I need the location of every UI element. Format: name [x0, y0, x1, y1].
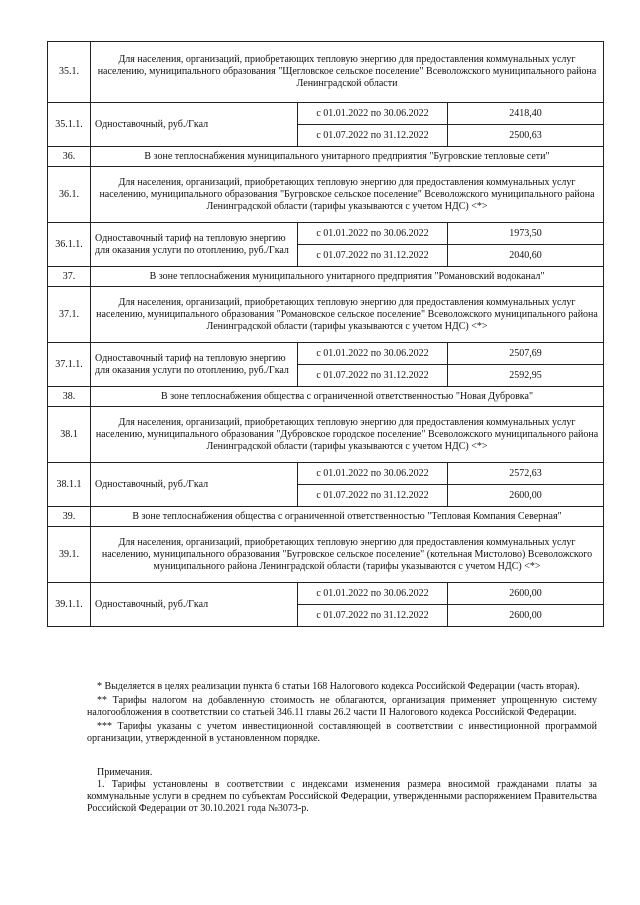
tariff-period: с 01.07.2022 по 31.12.2022: [298, 485, 448, 507]
tariff-period: с 01.07.2022 по 31.12.2022: [298, 365, 448, 387]
row-number: 37.1.1.: [48, 343, 91, 387]
row-number: 36.: [48, 147, 91, 167]
tariff-period: с 01.07.2022 по 31.12.2022: [298, 125, 448, 147]
tariff-value: 2418,40: [448, 103, 604, 125]
zone-title: В зоне теплоснабжения общества с ограниченной ответственностью "Тепловая Компания Северная": [91, 507, 604, 527]
tariff-row: [48, 103, 604, 125]
tariff-period: с 01.01.2022 по 30.06.2022: [298, 583, 448, 605]
row-number: 39.: [48, 507, 91, 527]
footnote-1: * Выделяется в целях реализации пункта 6 статьи 168 Налогового кодекса Российской Федерации (часть вторая).: [97, 681, 580, 692]
group-row: [48, 407, 604, 463]
tariff-row: [48, 583, 604, 605]
group-row: [48, 42, 604, 103]
row-number: 35.1.: [48, 42, 91, 103]
tariff-value: 2572,63: [448, 463, 604, 485]
row-number: 36.1.: [48, 167, 91, 223]
footnotes-block: [87, 681, 597, 815]
tariff-table: [47, 41, 604, 627]
tariff-label: Одноставочный тариф на тепловую энергию для оказания услуги по отоплению, руб./Гкал: [91, 343, 298, 387]
group-description: Для населения, организаций, приобретающих тепловую энергию для предоставления коммунальных услуг населению, муниципального образования "Дубровское городское поселение" Всеволожского муниципального района Ленинградской области (тарифы указываются с учетом НДС) <*>: [91, 407, 604, 463]
remarks-title: Примечания.: [97, 767, 153, 778]
row-number: 38.1.1: [48, 463, 91, 507]
row-number: 35.1.1.: [48, 103, 91, 147]
tariff-table-body: [48, 42, 604, 627]
row-number: 36.1.1.: [48, 223, 91, 267]
tariff-row: [48, 463, 604, 485]
group-description: Для населения, организаций, приобретающих тепловую энергию для предоставления коммунальных услуг населению, муниципального образования "Бугровское сельское поселение" (котельная Мистолово) Всеволожского муниципального района Ленинградской области (тарифы указываются с учетом НДС) <*>: [91, 527, 604, 583]
zone-row: [48, 507, 604, 527]
tariff-value: 2500,63: [448, 125, 604, 147]
group-row: [48, 527, 604, 583]
tariff-value: 2507,69: [448, 343, 604, 365]
zone-title: В зоне теплоснабжения муниципального унитарного предприятия "Бугровские тепловые сети": [91, 147, 604, 167]
row-number: 38.1: [48, 407, 91, 463]
zone-row: [48, 267, 604, 287]
tariff-value: 2600,00: [448, 605, 604, 627]
tariff-value: 2592,95: [448, 365, 604, 387]
footnote-2: ** Тарифы налогом на добавленную стоимость не облагаются, организация применяет упрощенную систему налогообложения в соответствии со статьей 346.11 главы 26.2 части II Налогового кодекса Российской Федерации.: [87, 695, 597, 718]
tariff-label: Одноставочный тариф на тепловую энергию для оказания услуги по отоплению, руб./Гкал: [91, 223, 298, 267]
group-row: [48, 287, 604, 343]
tariff-period: с 01.01.2022 по 30.06.2022: [298, 103, 448, 125]
tariff-row: [48, 223, 604, 245]
zone-title: В зоне теплоснабжения общества с ограниченной ответственностью "Новая Дубровка": [91, 387, 604, 407]
tariff-period: с 01.01.2022 по 30.06.2022: [298, 343, 448, 365]
tariff-period: с 01.01.2022 по 30.06.2022: [298, 463, 448, 485]
tariff-value: 1973,50: [448, 223, 604, 245]
tariff-value: 2600,00: [448, 485, 604, 507]
tariff-row: [48, 343, 604, 365]
row-number: 38.: [48, 387, 91, 407]
tariff-period: с 01.07.2022 по 31.12.2022: [298, 245, 448, 267]
tariff-label: Одноставочный, руб./Гкал: [91, 583, 298, 627]
group-description: Для населения, организаций, приобретающих тепловую энергию для предоставления коммунальных услуг населению, муниципального образования "Романовское сельское поселение" Всеволожского муниципального района Ленинградской области (тарифы указываются с учетом НДС) <*>: [91, 287, 604, 343]
row-number: 37.: [48, 267, 91, 287]
zone-row: [48, 387, 604, 407]
group-row: [48, 167, 604, 223]
tariff-period: с 01.07.2022 по 31.12.2022: [298, 605, 448, 627]
tariff-label: Одноставочный, руб./Гкал: [91, 463, 298, 507]
tariff-period: с 01.01.2022 по 30.06.2022: [298, 223, 448, 245]
row-number: 39.1.1.: [48, 583, 91, 627]
row-number: 39.1.: [48, 527, 91, 583]
row-number: 37.1.: [48, 287, 91, 343]
group-description: Для населения, организаций, приобретающих тепловую энергию для предоставления коммунальных услуг населению, муниципального образования "Бугровское сельское поселение" Всеволожского муниципального района Ленинградской области (тарифы указываются с учетом НДС) <*>: [91, 167, 604, 223]
footnote-3: *** Тарифы указаны с учетом инвестиционной составляющей в соответствии с инвестиционной программой организации, утвержденной в установленном порядке.: [87, 721, 597, 744]
remarks-item-1: 1. Тарифы установлены в соответствии с индексами изменения размера вносимой гражданами платы за коммунальные услуги в среднем по субъектам Российской Федерации, утвержденными распоряжением Правительства Российской Федерации от 30.10.2021 года №3073-р.: [87, 779, 597, 814]
tariff-value: 2600,00: [448, 583, 604, 605]
tariff-value: 2040,60: [448, 245, 604, 267]
tariff-label: Одноставочный, руб./Гкал: [91, 103, 298, 147]
zone-row: [48, 147, 604, 167]
group-description: Для населения, организаций, приобретающих тепловую энергию для предоставления коммунальных услуг населению, муниципального образования "Щегловское сельское поселение" Всеволожского муниципального района Ленинградской области: [91, 42, 604, 103]
zone-title: В зоне теплоснабжения муниципального унитарного предприятия "Романовский водоканал": [91, 267, 604, 287]
